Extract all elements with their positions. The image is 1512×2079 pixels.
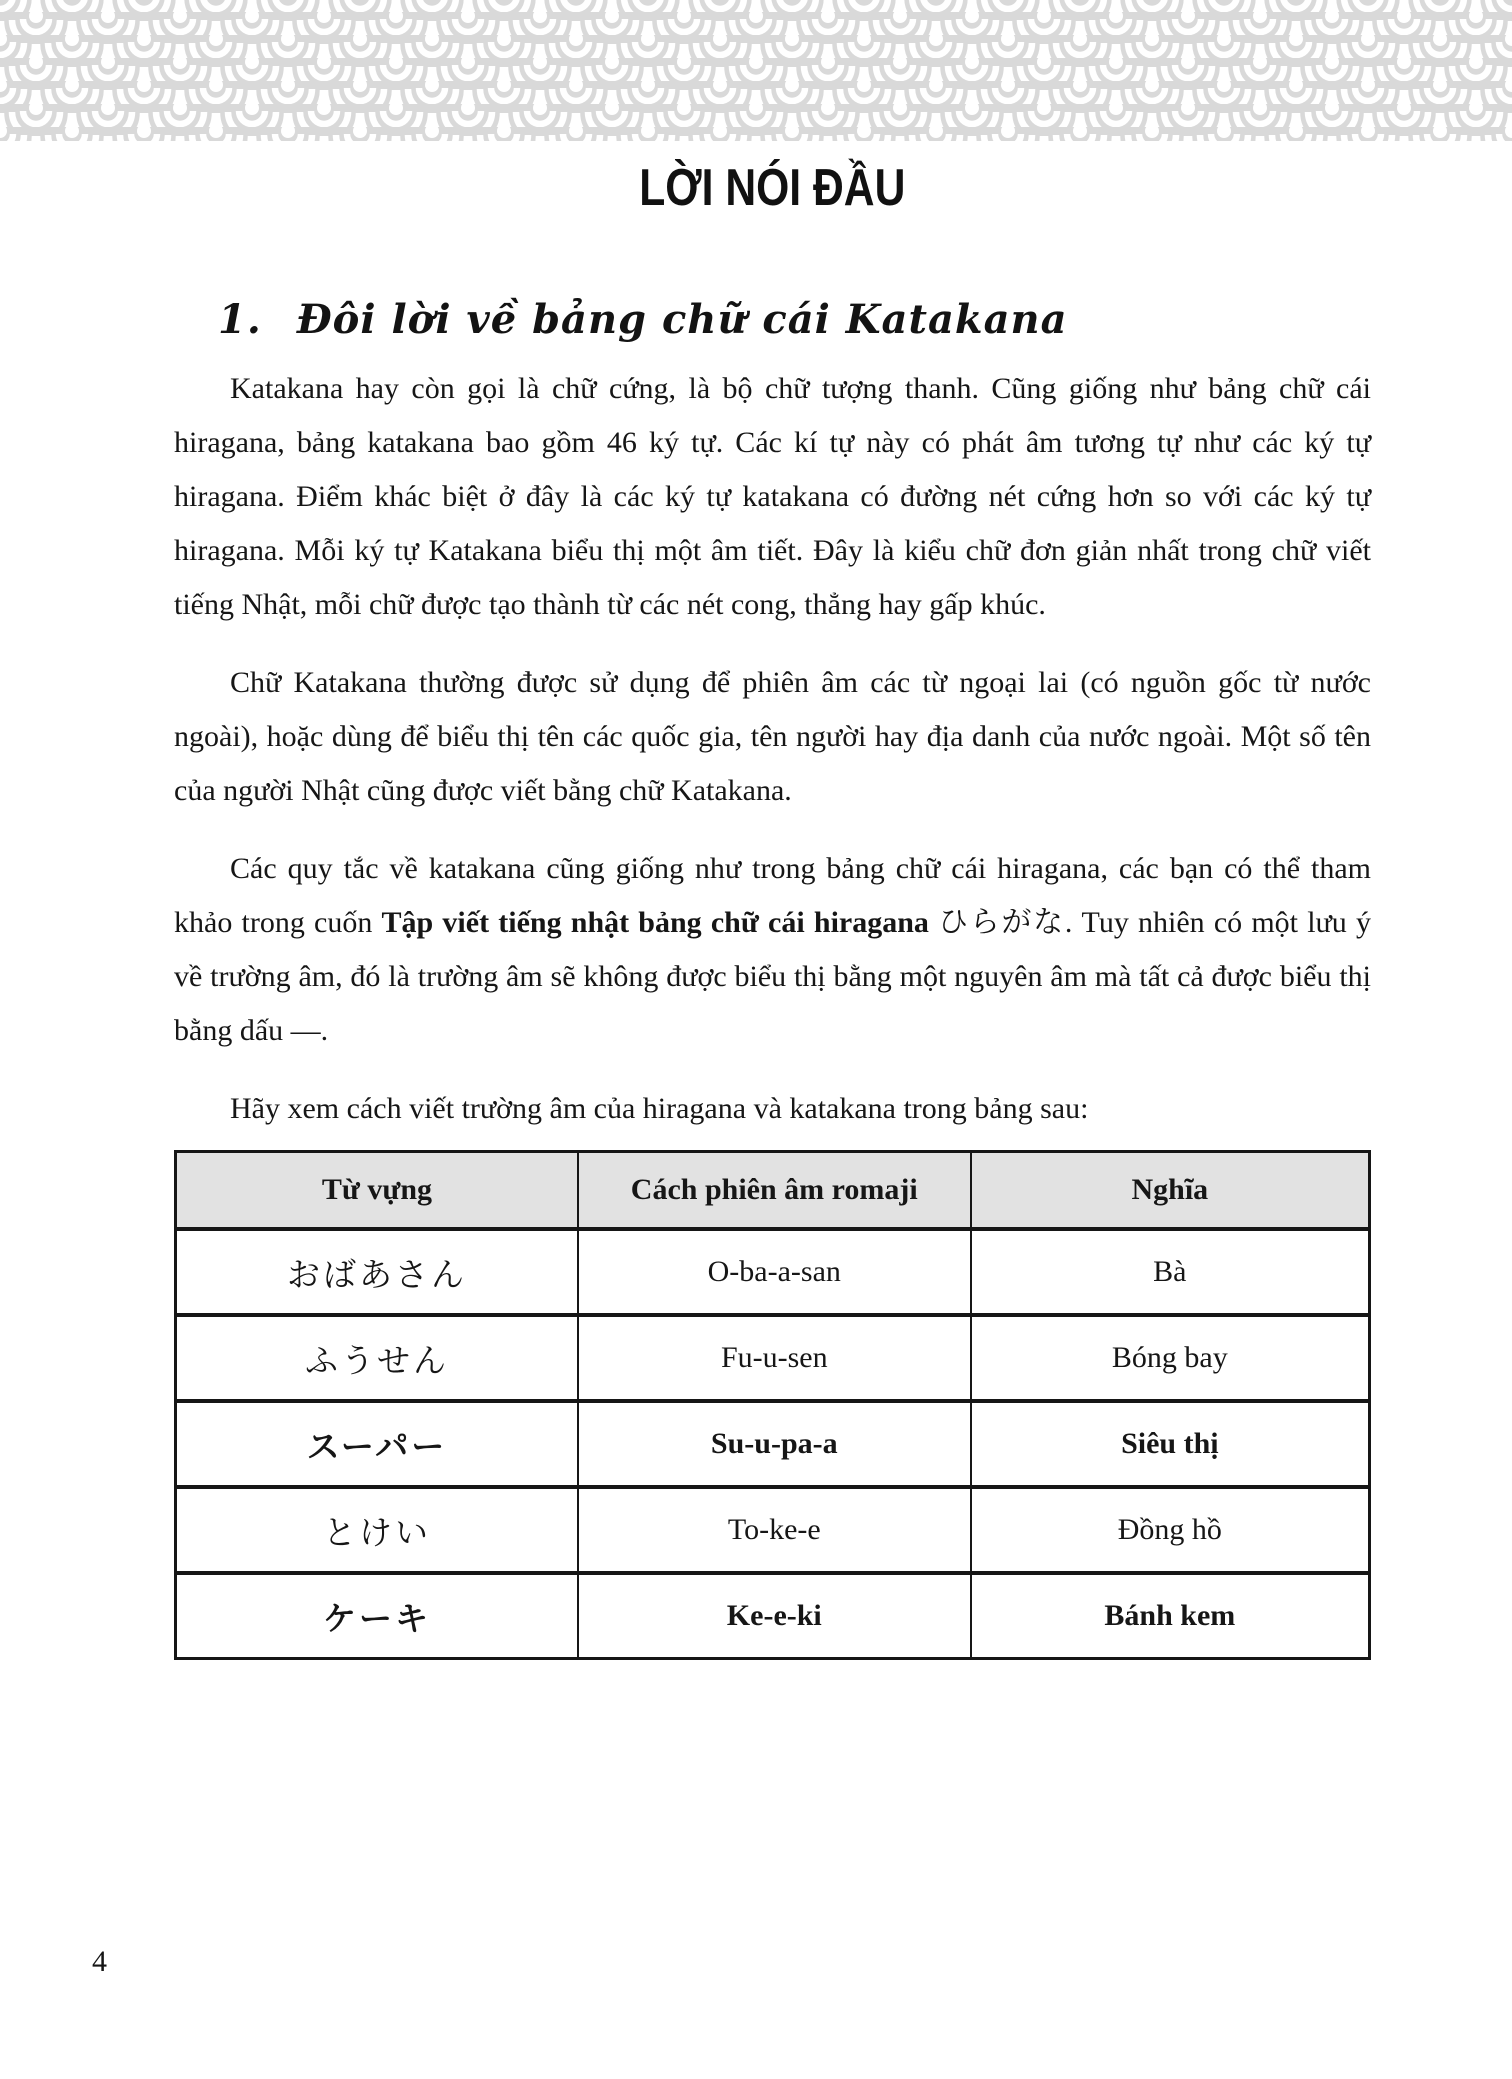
cell-romaji: To-ke-e <box>578 1487 971 1573</box>
paragraph-rules <box>174 842 1371 1058</box>
page-number: 4 <box>92 1945 107 1978</box>
cell-romaji: Ke-e-ki <box>578 1573 971 1659</box>
cell-meaning: Siêu thị <box>971 1401 1370 1487</box>
cell-vocab: ふうせん <box>176 1315 578 1401</box>
page-title-wrap <box>174 141 1371 219</box>
table-row <box>176 1315 1370 1401</box>
cell-vocab: スーパー <box>176 1401 578 1487</box>
section-number: 1. <box>218 296 262 343</box>
page-title: LỜI NÓI ĐẦU <box>639 159 906 217</box>
book-title-reference: Tập viết tiếng nhật bảng chữ cái hiragana <box>381 906 929 939</box>
table-row <box>176 1573 1370 1659</box>
cell-meaning: Bánh kem <box>971 1573 1370 1659</box>
cell-meaning: Bóng bay <box>971 1315 1370 1401</box>
paragraph-intro: Katakana hay còn gọi là chữ cứng, là bộ chữ tượng thanh. Cũng giống như bảng chữ cái hiragana, bảng katakana bao gồm 46 ký tự. Các kí tự này có phát âm tương tự như các ký tự hiragana. Điểm khác biệt ở đây là các ký tự katakana có đường nét cứng hơn so với các ký tự hiragana. Mỗi ký tự Katakana biểu thị một âm tiết. Đây là kiểu chữ đơn giản nhất trong chữ viết tiếng Nhật, mỗi chữ được tạo thành từ các nét cong, thẳng hay gấp khúc. <box>174 372 1371 621</box>
page-content <box>174 292 1371 1660</box>
cell-vocab: おばあさん <box>176 1229 578 1315</box>
vocab-table <box>174 1150 1371 1660</box>
table-header-row <box>176 1152 1370 1230</box>
table-row <box>176 1229 1370 1315</box>
section-heading-text: Đôi lời về bảng chữ cái Katakana <box>296 296 1068 343</box>
cell-vocab: とけい <box>176 1487 578 1573</box>
cell-meaning: Bà <box>971 1229 1370 1315</box>
table-lead-in: Hãy xem cách viết trường âm của hiragana và katakana trong bảng sau: <box>230 1092 1089 1125</box>
cell-romaji: O-ba-a-san <box>578 1229 971 1315</box>
seigaiha-pattern <box>0 0 1512 141</box>
column-header-vocab: Từ vựng <box>176 1152 578 1230</box>
paragraph-usage: Chữ Katakana thường được sử dụng để phiên âm các từ ngoại lai (có nguồn gốc từ nước ngoài), hoặc dùng để biểu thị tên các quốc gia, tên người hay địa danh của nước ngoài. Một số tên của người Nhật cũng được viết bằng chữ Katakana. <box>174 666 1371 807</box>
section-heading <box>174 292 1371 348</box>
cell-meaning: Đồng hồ <box>971 1487 1370 1573</box>
column-header-meaning: Nghĩa <box>971 1152 1370 1230</box>
cell-romaji: Su-u-pa-a <box>578 1401 971 1487</box>
paragraph-rules-start: Các quy tắc về katakana cũng giống như trong bảng chữ cái hiragana, các bạn có thể tham khảo trong cuốn <box>174 852 1371 939</box>
cell-romaji: Fu-u-sen <box>578 1315 971 1401</box>
paragraph-rules-end: ひらがな. Tuy nhiên có một lưu ý về trường âm, đó là trường âm sẽ không được biểu thị bằng một nguyên âm mà tất cả được biểu thị bằng dấu ―. <box>174 906 1371 1047</box>
table-row <box>176 1401 1370 1487</box>
cell-vocab: ケーキ <box>176 1573 578 1659</box>
table-row <box>176 1487 1370 1573</box>
column-header-romaji: Cách phiên âm romaji <box>578 1152 971 1230</box>
